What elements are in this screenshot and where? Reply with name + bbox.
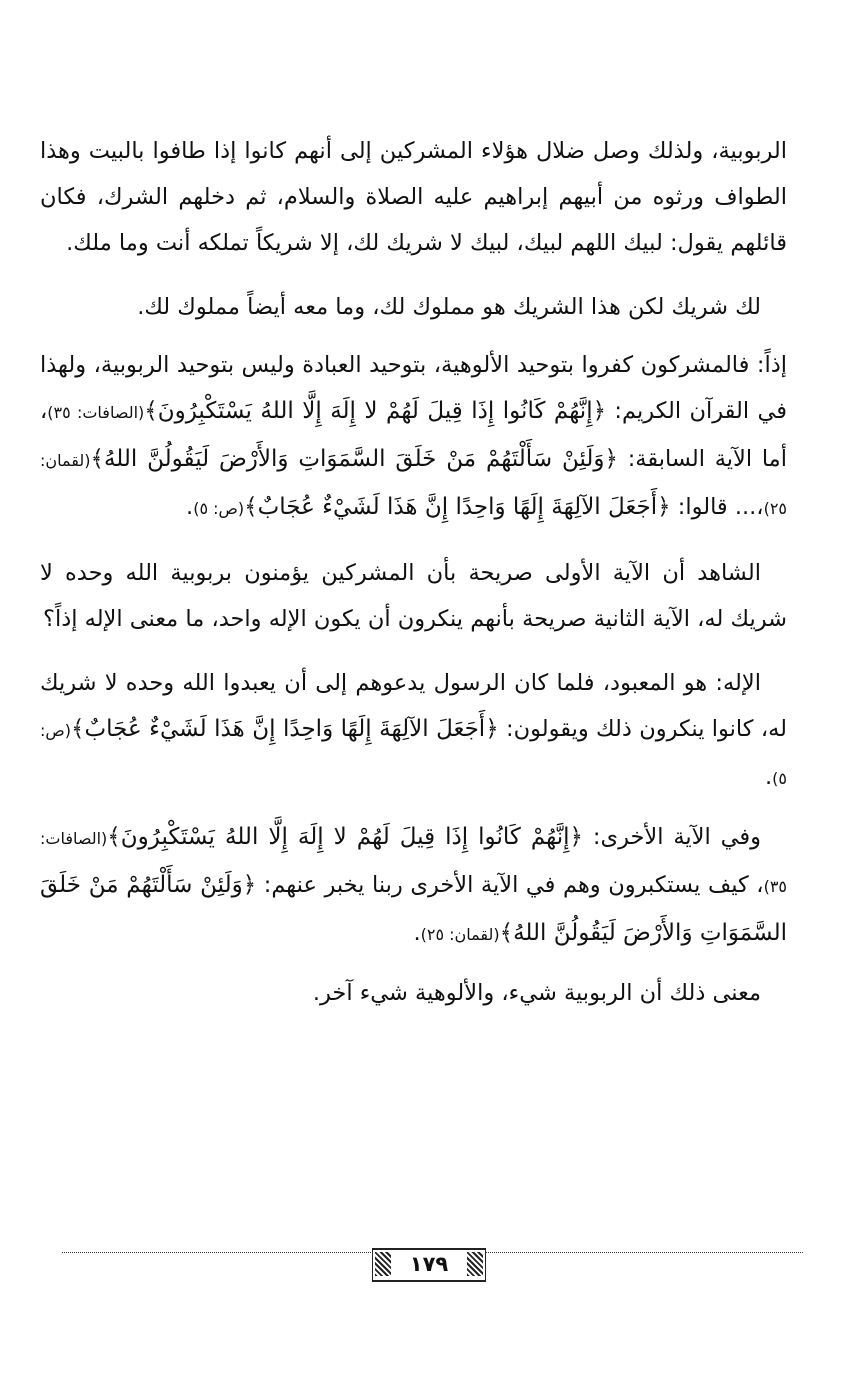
- quran-verse: ﴿أَجَعَلَ الآلِهَةَ إِلَهًا وَاحِدًا إِنَّ هَذَا لَشَيْءٌ عُجَابٌ﴾: [244, 494, 671, 520]
- ornament-right-icon: [467, 1252, 483, 1276]
- paragraph-text: معنى ذلك أن الربوبية شيء، والألوهية شيء آخر.: [312, 980, 761, 1006]
- verse-reference: (الصافات: ٣٥): [47, 403, 145, 422]
- paragraph-5: [40, 660, 787, 802]
- paragraph-text: .: [413, 920, 421, 946]
- paragraph-3: [40, 342, 787, 532]
- quran-verse: ﴿أَجَعَلَ الآلِهَةَ إِلَهًا وَاحِدًا إِنَّ هَذَا لَشَيْءٌ عُجَابٌ﴾: [70, 716, 499, 742]
- page-number: ١٧٩: [409, 1252, 449, 1276]
- verse-reference: (ص: ٥): [193, 499, 245, 518]
- page-body: [40, 128, 787, 1016]
- paragraph-text: ،... قالوا:: [670, 494, 764, 520]
- paragraph-2: [40, 284, 787, 330]
- paragraph-text: ، كيف يستكبرون وهم في الآية الأخرى ربنا يخبر عنهم:: [256, 872, 764, 898]
- page-footer: [62, 1248, 803, 1284]
- paragraph-6: [40, 814, 787, 958]
- quran-verse: ﴿إِنَّهُمْ كَانُوا إِذَا قِيلَ لَهُمْ لا إِلَهَ إِلَّا اللهُ يَسْتَكْبِرُونَ﴾: [144, 398, 607, 424]
- paragraph-7: [40, 970, 787, 1016]
- paragraph-text: الشاهد أن الآية الأولى صريحة بأن المشركين يؤمنون بربوبية الله وحده لا شريك له، الآية الثانية صريحة بأنهم ينكرون أن يكون الإله واحد، ما معنى الإله إذاً؟: [40, 560, 787, 632]
- paragraph-text: إذاً: فالمشركون كفروا بتوحيد الألوهية، بتوحيد العبادة وليس بتوحيد الربوبية، ولهذا في القرآن الكريم:: [40, 352, 787, 424]
- quran-verse: ﴿وَلَئِنْ سَأَلْتَهُمْ مَنْ خَلَقَ السَّمَوَاتِ وَالأَرْضَ لَيَقُولُنَّ اللهُ﴾: [90, 446, 618, 472]
- verse-reference: (ص: ٥): [40, 721, 787, 788]
- verse-reference: (لقمان: ٢٥): [40, 451, 787, 518]
- quran-verse: ﴿إِنَّهُمْ كَانُوا إِذَا قِيلَ لَهُمْ لا إِلَهَ إِلَّا اللهُ يَسْتَكْبِرُونَ﴾: [107, 824, 584, 850]
- paragraph-text: ، أما الآية السابقة:: [40, 398, 787, 472]
- quran-verse: ﴿وَلَئِنْ سَأَلْتَهُمْ مَنْ خَلَقَ السَّمَوَاتِ وَالأَرْضَ لَيَقُولُنَّ اللهُ﴾: [40, 872, 787, 946]
- paragraph-text: وفي الآية الأخرى:: [583, 824, 762, 850]
- verse-reference: (الصافات: ٣٥): [40, 829, 787, 896]
- paragraph-text: .: [765, 764, 773, 790]
- paragraph-text: الربوبية، ولذلك وصل ضلال هؤلاء المشركين إلى أنهم كانوا إذا طافوا بالبيت وهذا الطواف ورثوه من أبيهم إبراهيم عليه الصلاة والسلام، ثم دخلهم الشرك، فكان قائلهم يقول: لبيك اللهم لبيك، لبيك لا شريك لك، إلا شريكاً تملكه أنت وما ملك.: [40, 138, 787, 256]
- paragraph-1: [40, 128, 787, 266]
- ornament-left-icon: [375, 1252, 391, 1276]
- paragraph-text: لك شريك لكن هذا الشريك هو مملوك لك، وما معه أيضاً مملوك لك.: [137, 294, 761, 320]
- paragraph-4: [40, 550, 787, 642]
- paragraph-text: .: [186, 494, 194, 520]
- paragraph-text: الإله: هو المعبود، فلما كان الرسول يدعوهم إلى أن يعبدوا الله وحده لا شريك له، كانوا ينكرون ذلك ويقولون:: [40, 670, 787, 742]
- verse-reference: (لقمان: ٢٥): [420, 925, 500, 944]
- page-number-frame: [372, 1248, 486, 1282]
